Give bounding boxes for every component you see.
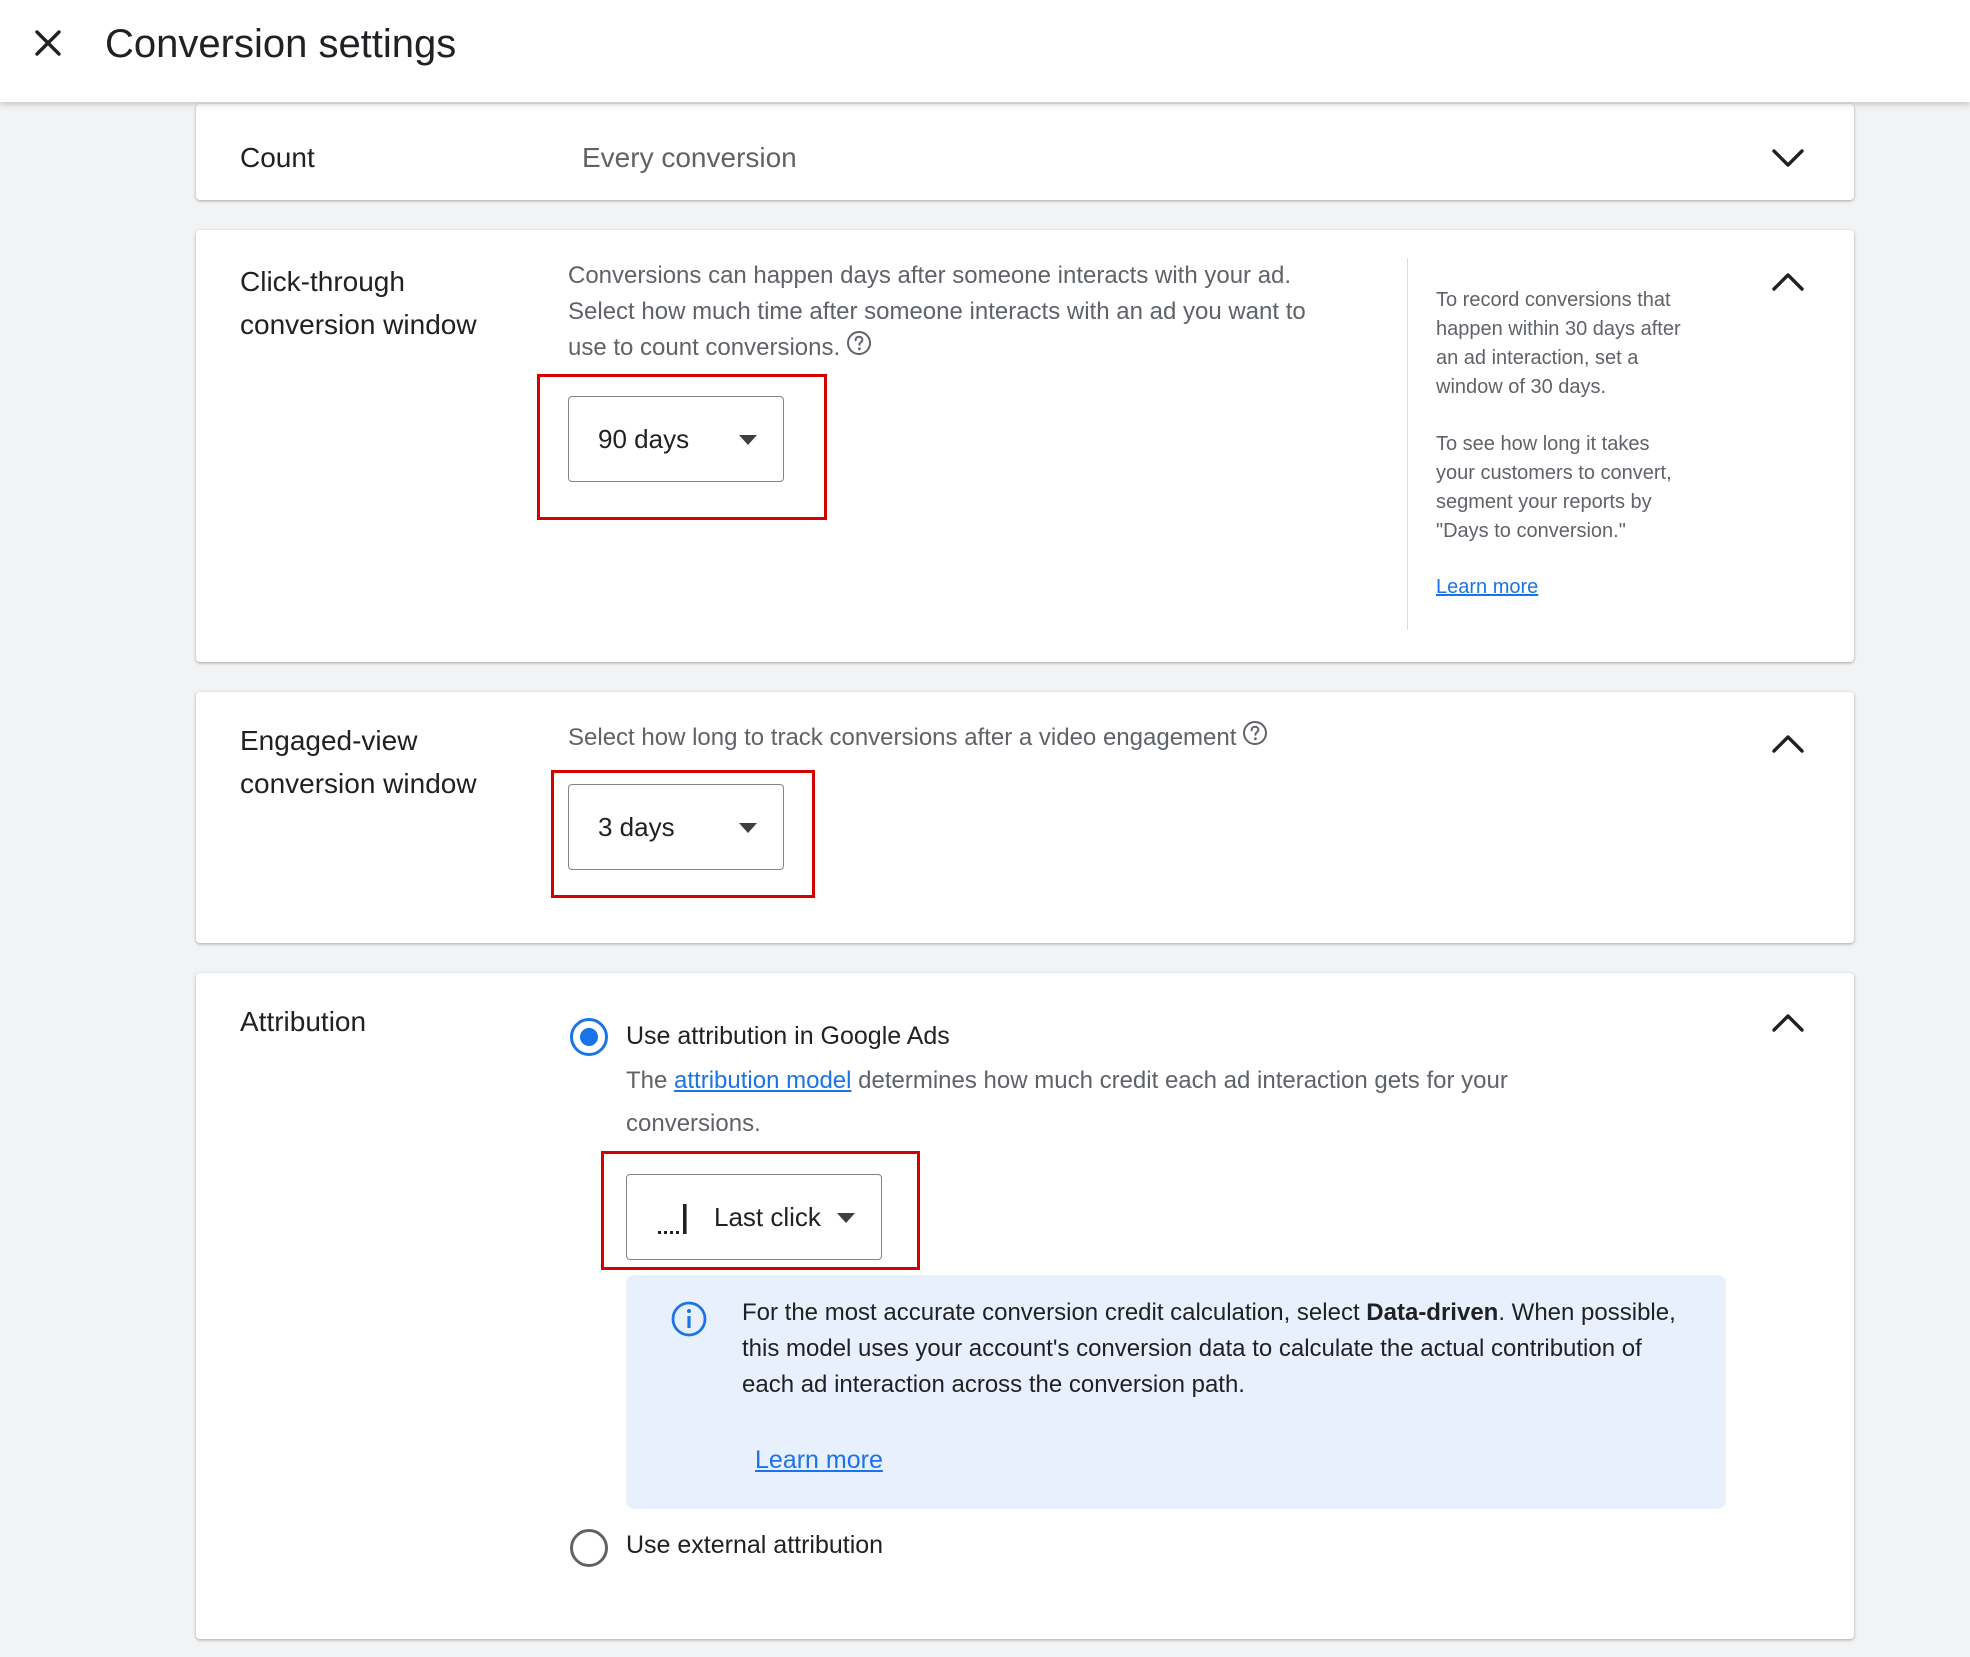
click-through-learn-more-link[interactable]: Learn more (1436, 576, 1539, 598)
attribution-model-link[interactable]: attribution model (674, 1067, 852, 1094)
click-through-help-text: To record conversions that happen within 30 days after an ad interaction, set a window of 30 days. (1436, 289, 1681, 398)
data-driven-info-banner (626, 1275, 1726, 1509)
count-value: Every conversion (582, 142, 797, 173)
chevron-up-icon (1771, 271, 1805, 293)
info-icon (670, 1300, 708, 1338)
external-attribution-radio[interactable] (570, 1529, 608, 1567)
dropdown-arrow-icon (739, 823, 757, 833)
click-through-section (196, 230, 1854, 662)
click-through-window-dropdown[interactable]: 90 days (568, 396, 784, 482)
collapse-attribution-button[interactable] (1764, 999, 1812, 1047)
collapse-engaged-view-button[interactable] (1764, 720, 1812, 768)
close-button[interactable] (24, 19, 72, 67)
chevron-up-icon (1771, 733, 1805, 755)
page-title: Conversion settings (105, 22, 457, 66)
count-label: Count (240, 142, 315, 173)
last-click-icon (657, 1202, 691, 1236)
click-through-help-text-2: To see how long it takes your customers to convert, segment your reports by "Days to conversion." (1436, 433, 1672, 542)
attribution-label: Attribution (240, 1006, 367, 1037)
top-bar (0, 0, 1970, 102)
attribution-model-description: The attribution model determines how much credit each ad interaction gets for your conversions. (626, 1067, 1508, 1137)
external-attribution-label[interactable]: Use external attribution (626, 1531, 884, 1559)
dropdown-arrow-icon (837, 1213, 855, 1223)
click-through-description: Conversions can happen days after someone interacts with your ad. Select how much time after someone interacts with an ad you want to use to count conversions. (568, 258, 1306, 367)
collapse-click-through-button[interactable] (1764, 258, 1812, 306)
attribution-google-ads-radio[interactable] (570, 1018, 608, 1056)
engaged-view-label: Engaged-view conversion window (240, 725, 477, 799)
help-icon[interactable] (1242, 720, 1268, 757)
click-through-label: Click-through conversion window (240, 266, 477, 340)
dropdown-arrow-icon (739, 435, 757, 445)
help-icon[interactable] (846, 330, 872, 367)
info-banner-text: For the most accurate conversion credit calculation, select Data-driven. When possible, this model uses your account's conversion data to calculate the actual contribution of each ad interaction across the conversion path. (742, 1299, 1676, 1398)
count-section[interactable] (196, 104, 1854, 200)
close-icon (33, 28, 63, 58)
attribution-model-dropdown[interactable]: Last click (626, 1174, 882, 1260)
attribution-section (196, 973, 1854, 1639)
engaged-view-window-dropdown[interactable]: 3 days (568, 784, 784, 870)
attribution-google-ads-label[interactable]: Use attribution in Google Ads (626, 1022, 950, 1050)
engaged-view-description: Select how long to track conversions after a video engagement (568, 720, 1268, 757)
expand-count-button[interactable] (1764, 134, 1812, 182)
chevron-up-icon (1771, 1012, 1805, 1034)
chevron-down-icon (1771, 147, 1805, 169)
engaged-view-section (196, 692, 1854, 943)
aside-divider (1407, 258, 1408, 630)
info-banner-learn-more-link[interactable]: Learn more (755, 1446, 883, 1474)
